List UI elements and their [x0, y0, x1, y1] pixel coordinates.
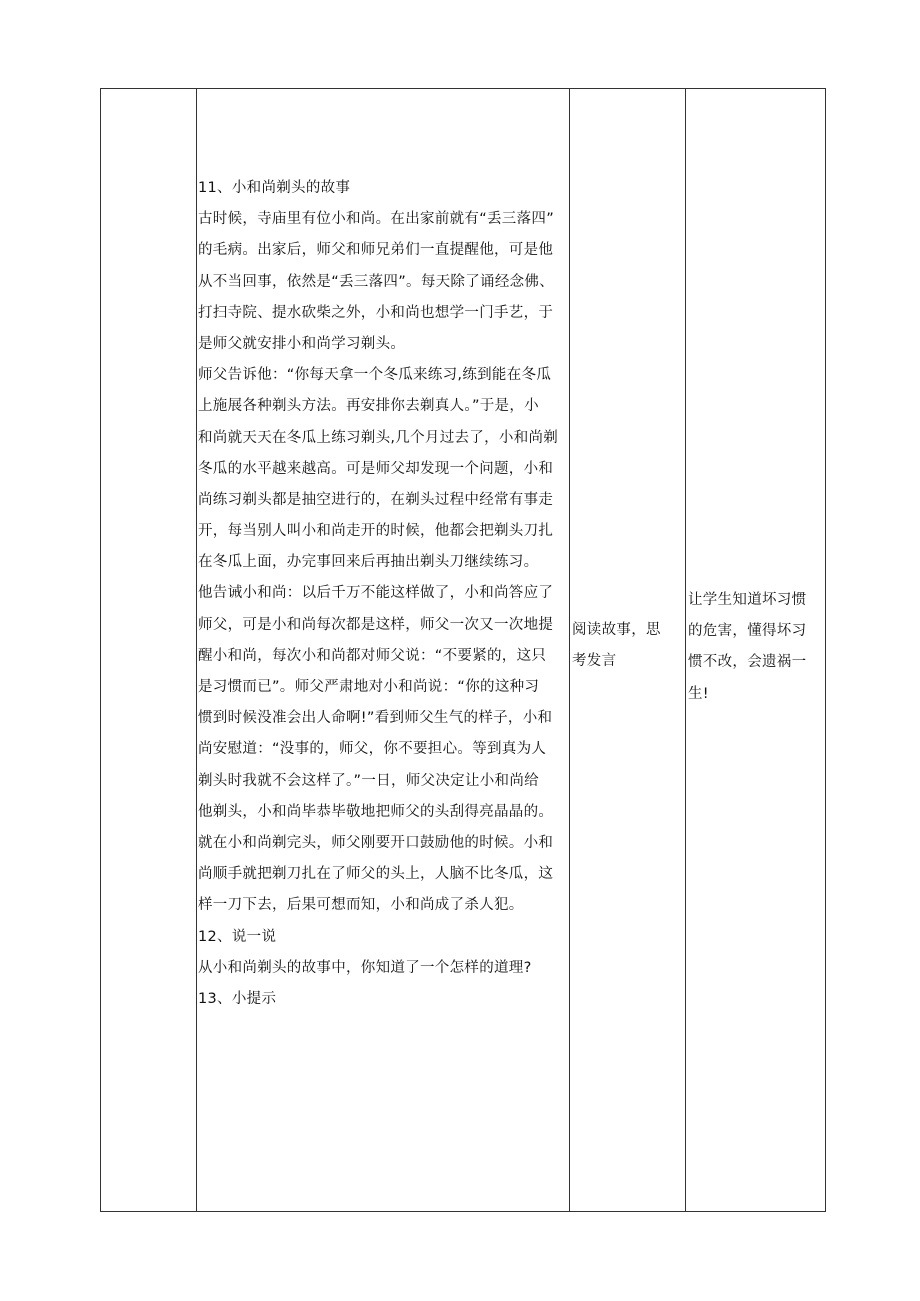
- content-line: 就在小和尚剃完头，师父刚要开口鼓励他的时候。小和: [198, 834, 554, 851]
- content-line: 尚练习剃头都是抽空进行的，在剃头过程中经常有事走: [198, 491, 554, 508]
- activity-text: [572, 615, 683, 677]
- content-line: 他告诫小和尚：以后千万不能这样做了，小和尚答应了: [198, 585, 554, 602]
- content-cell: [197, 89, 570, 1212]
- content-line: 是习惯而已”。师父严肃地对小和尚说：“你的这种习: [198, 679, 540, 695]
- content-line: 开，每当别人叫小和尚走开的时候，他都会把剃头刀扎: [198, 523, 554, 540]
- content-line: 从不当回事，依然是“丢三落四”。每天除了诵经念佛、: [198, 273, 555, 290]
- lesson-table: [100, 88, 826, 1212]
- intent-line: 惯不改，会遗祸一: [688, 654, 807, 671]
- content-line: 他剃头，小和尚毕恭毕敬地把师父的头刮得亮晶晶的。: [198, 803, 554, 820]
- content-line: 师父告诉他：“你每天拿一个冬瓜来练习,练到能在冬瓜: [198, 367, 552, 384]
- intent-line: 的危害，懂得坏习: [688, 623, 807, 640]
- intent-text: [688, 585, 823, 710]
- intent-line: 生!: [688, 685, 709, 702]
- intent-line: 让学生知道坏习惯: [688, 592, 807, 608]
- content-line: 上施展各种剃头方法。再安排你去剃真人。”于是，小: [198, 398, 539, 415]
- content-line: 打扫寺院、提水砍柴之外，小和尚也想学一门手艺，于: [198, 304, 554, 321]
- content-line: 从小和尚剃头的故事中，你知道了一个怎样的道理?: [198, 959, 532, 976]
- activity-cell: [570, 89, 686, 1212]
- activity-line: 阅读故事，思: [572, 622, 661, 638]
- content-line: 醒小和尚，每次小和尚都对师父说：“不要紧的，这只: [198, 647, 547, 664]
- content-line: 尚顺手就把剃刀扎在了师父的头上，人脑不比冬瓜，这: [198, 866, 554, 883]
- content-line: 尚安慰道：“没事的，师父，你不要担心。等到真为人: [198, 741, 547, 758]
- content-line: 的毛病。出家后，师父和师兄弟们一直提醒他，可是他: [198, 242, 554, 259]
- content-line: 样一刀下去，后果可想而知，小和尚成了杀人犯。: [198, 897, 524, 914]
- content-line: 在冬瓜上面，办完事回来后再抽出剃头刀继续练习。: [198, 554, 539, 571]
- content-line: 冬瓜的水平越来越高。可是师父却发现一个问题，小和: [198, 460, 554, 477]
- table-row: [101, 89, 826, 1212]
- content-line: 惯到时候没准会出人命啊!”看到师父生气的样子，小和: [198, 710, 553, 727]
- content-line: 是师父就安排小和尚学习剃头。: [198, 335, 406, 352]
- content-line: 古时候，寺庙里有位小和尚。在出家前就有“丢三落四”: [198, 211, 555, 228]
- content-line: 和尚就天天在冬瓜上练习剃头,几个月过去了，小和尚剃: [198, 429, 559, 446]
- content-line: 师父，可是小和尚每次都是这样，师父一次又一次地提: [198, 616, 554, 633]
- activity-line: 考发言: [572, 653, 617, 670]
- content-line: 13、小提示: [198, 990, 277, 1007]
- content-line: 11、小和尚剃头的故事: [198, 180, 351, 196]
- empty-cell: [101, 89, 197, 1212]
- intent-cell: [686, 89, 826, 1212]
- content-line: 12、说一说: [198, 928, 277, 945]
- content-line: 剃头时我就不会这样了。”一日，师父决定让小和尚给: [198, 772, 539, 789]
